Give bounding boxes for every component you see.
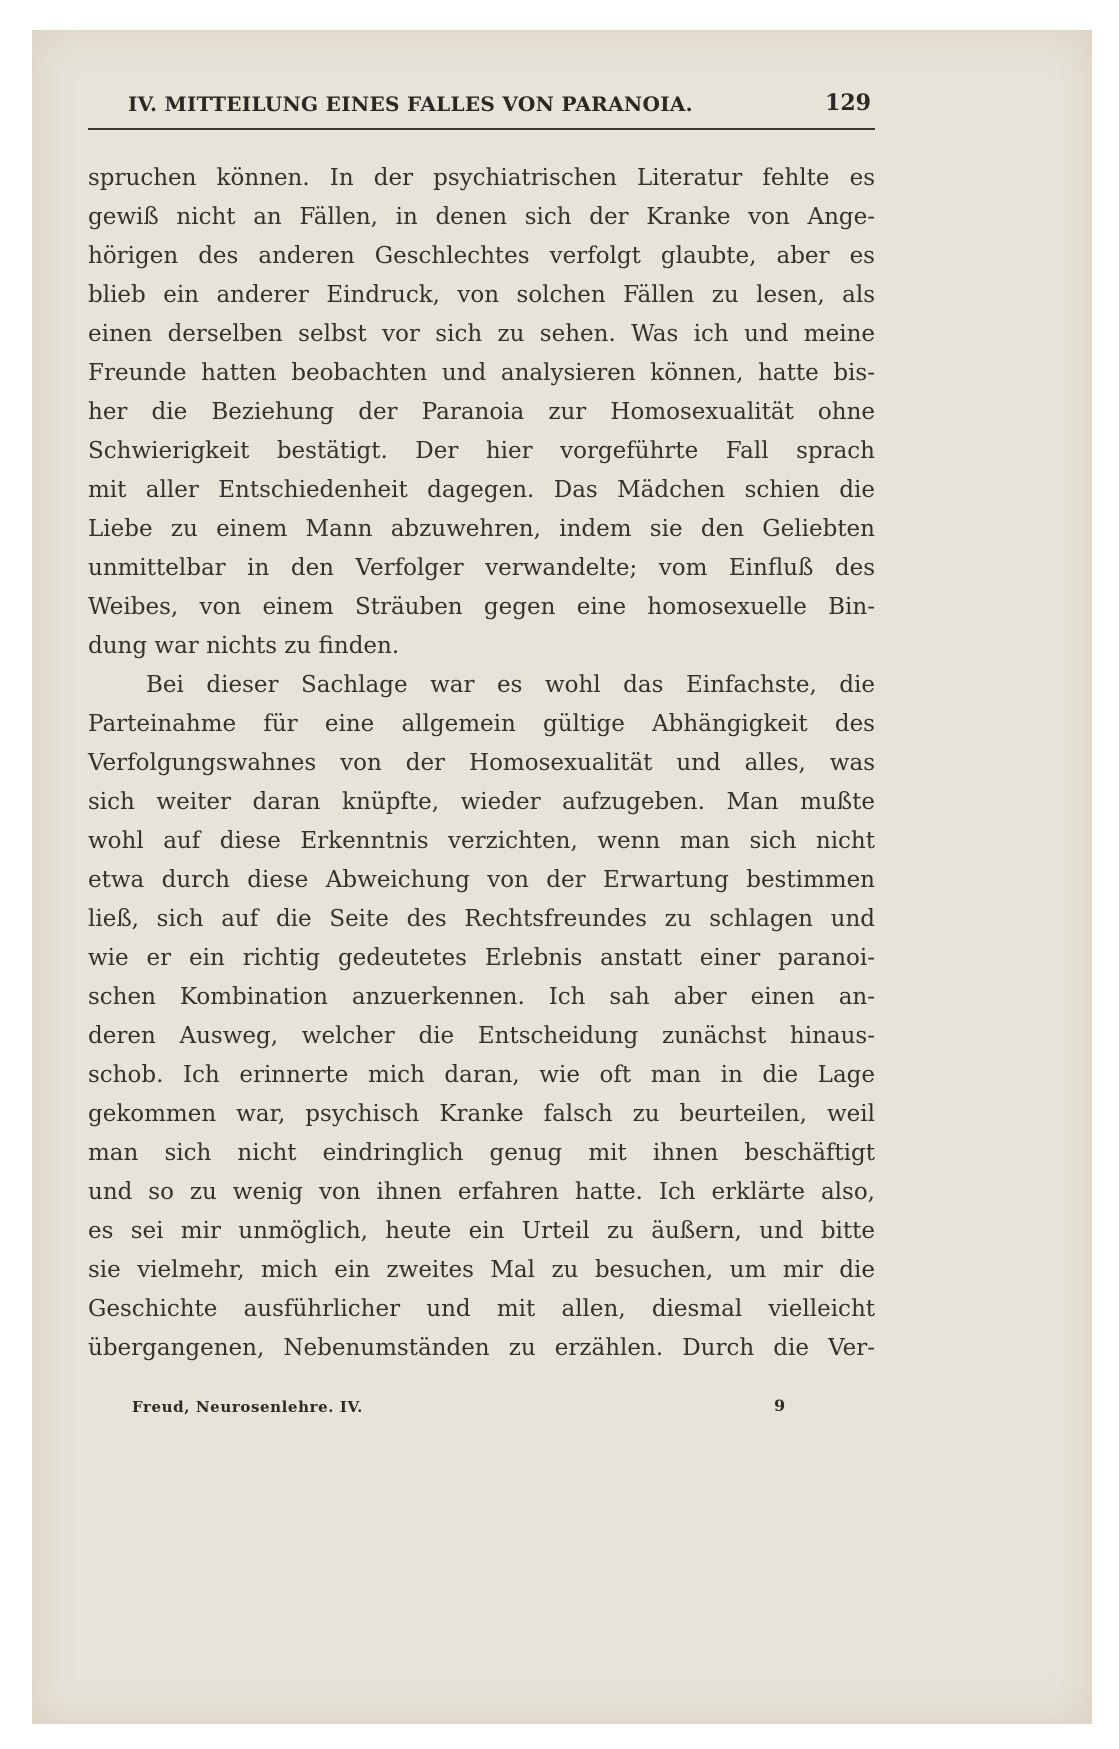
page-footer (88, 1398, 875, 1424)
text-line: Verfolgungswahnes von der Homosexualität und alles, was (88, 750, 875, 776)
text-line: deren Ausweg, welcher die Entscheidung zunächst hinaus- (88, 1023, 875, 1049)
text-line: und so zu wenig von ihnen erfahren hatte. Ich erklärte also, (88, 1179, 875, 1205)
text-line: blieb ein anderer Eindruck, von solchen Fällen zu lesen, als (88, 282, 875, 308)
text-line: gekommen war, psychisch Kranke falsch zu beurteilen, weil (88, 1101, 875, 1127)
text-line: übergangenen, Nebenumständen zu erzählen. Durch die Ver- (88, 1335, 875, 1361)
text-line: schen Kombination anzuerkennen. Ich sah aber einen an- (88, 984, 875, 1010)
text-line: Weibes, von einem Sträuben gegen eine homosexuelle Bin- (88, 594, 875, 620)
text-line: gewiß nicht an Fällen, in denen sich der Kranke von Ange- (88, 204, 875, 230)
text-line: sich weiter daran knüpfte, wieder aufzugeben. Man mußte (88, 789, 875, 815)
text-line: wie er ein richtig gedeutetes Erlebnis anstatt einer paranoi- (88, 945, 875, 971)
sheet-number: 9 (774, 1396, 786, 1415)
page-number: 129 (825, 90, 871, 116)
text-line: Liebe zu einem Mann abzuwehren, indem sie den Geliebten (88, 516, 875, 542)
text-line: es sei mir unmöglich, heute ein Urteil zu äußern, und bitte (88, 1218, 875, 1244)
text-line: Schwierigkeit bestätigt. Der hier vorgeführte Fall sprach (88, 438, 875, 464)
body-text (88, 159, 875, 1368)
text-line: ließ, sich auf die Seite des Rechtsfreundes zu schlagen und (88, 906, 875, 932)
text-line: spruchen können. In der psychiatrischen Literatur fehlte es (88, 165, 875, 191)
text-line: wohl auf diese Erkenntnis verzichten, wenn man sich nicht (88, 828, 875, 854)
text-line: einen derselben selbst vor sich zu sehen. Was ich und meine (88, 321, 875, 347)
text-line: unmittelbar in den Verfolger verwandelte; vom Einfluß des (88, 555, 875, 581)
text-line: Freunde hatten beobachten und analysieren können, hatte bis- (88, 360, 875, 386)
header-rule (88, 128, 875, 130)
text-line: etwa durch diese Abweichung von der Erwartung bestimmen (88, 867, 875, 893)
text-line: man sich nicht eindringlich genug mit ihnen beschäftigt (88, 1140, 875, 1166)
text-line: hörigen des anderen Geschlechtes verfolgt glaubte, aber es (88, 243, 875, 269)
text-line: mit aller Entschiedenheit dagegen. Das Mädchen schien die (88, 477, 875, 503)
printer-signature: Freud, Neurosenlehre. IV. (132, 1398, 363, 1416)
text-line: schob. Ich erinnerte mich daran, wie oft man in die Lage (88, 1062, 875, 1088)
paragraph-end-line: dung war nichts zu finden. (88, 633, 400, 659)
text-line: Parteinahme für eine allgemein gültige Abhängigkeit des (88, 711, 875, 737)
page-header (88, 88, 875, 122)
text-line: her die Beziehung der Paranoia zur Homosexualität ohne (88, 399, 875, 425)
running-head: IV. MITTEILUNG EINES FALLES VON PARANOIA. (128, 92, 693, 116)
text-line: Geschichte ausführlicher und mit allen, diesmal vielleicht (88, 1296, 875, 1322)
text-line: sie vielmehr, mich ein zweites Mal zu besuchen, um mir die (88, 1257, 875, 1283)
paragraph-start-line: Bei dieser Sachlage war es wohl das Einfachste, die (146, 672, 875, 698)
